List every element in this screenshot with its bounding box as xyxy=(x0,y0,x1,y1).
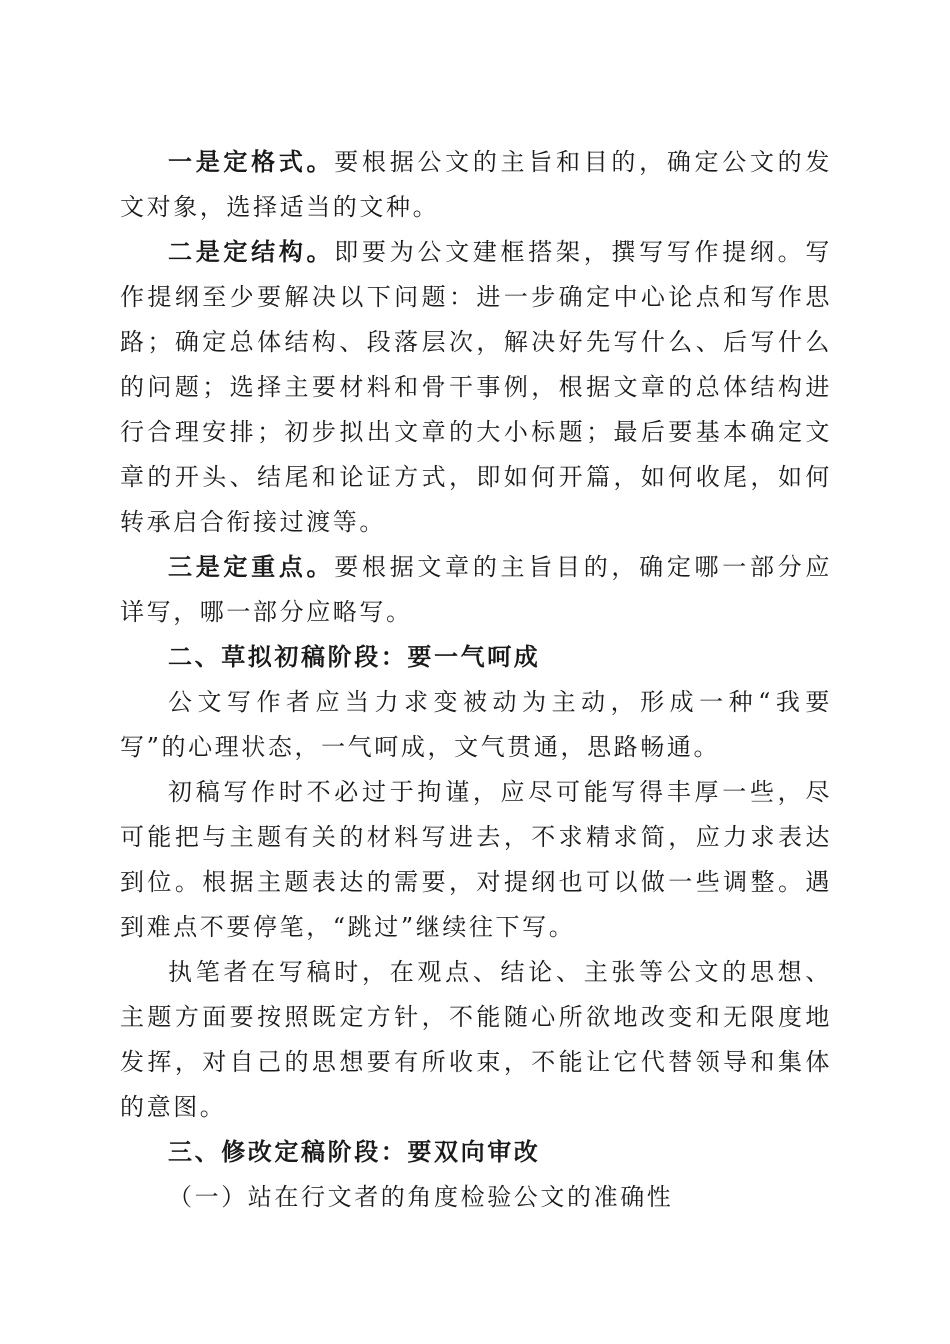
paragraph-lead: 三是定重点。 xyxy=(168,553,335,581)
subsection-heading: （一）站在行文者的角度检验公文的准确性 xyxy=(168,1183,674,1211)
paragraph-draft-attitude xyxy=(120,680,832,770)
paragraph-lead: 二是定结构。 xyxy=(168,238,335,266)
paragraph-draft-principle xyxy=(120,950,832,1130)
section-heading-draft: 二、草拟初稿阶段：要一气呵成 xyxy=(168,643,541,671)
paragraph-text: 要根据文章的主旨目的，确定哪一部分应详写，哪一部分应略写。 xyxy=(120,553,832,626)
paragraph-text: 即要为公文建框搭架，撰写写作提纲。写作提纲至少要解决以下问题：进一步确定中心论点和写作思路；确定总体结构、段落层次，解决好先写什么、后写什么的问题；选择主要材料和骨干事例，根据文章的总体结构进行合理安排；初步拟出文章的大小标题；最后要基本确定文章的开头、结尾和论证方式，即如何开篇，如何收尾，如何转承启合衔接过渡等。 xyxy=(120,238,832,536)
paragraph-draft-method xyxy=(120,770,832,950)
paragraph-text: 初稿写作时不必过于拘谨，应尽可能写得丰厚一些，尽可能把与主题有关的材料写进去，不求精求简，应力求表达到位。根据主题表达的需要，对提纲也可以做一些调整。遇到难点不要停笔，“跳过”继续往下写。 xyxy=(120,778,832,941)
paragraph-format xyxy=(120,140,832,230)
paragraph-lead: 一是定格式。 xyxy=(168,148,335,176)
document-body xyxy=(120,140,832,1220)
paragraph-text: 执笔者在写稿时，在观点、结论、主张等公文的思想、主题方面要按照既定方针，不能随心所欲地改变和无限度地发挥，对自己的思想要有所收束，不能让它代替领导和集体的意图。 xyxy=(120,958,832,1121)
paragraph-text: 要根据公文的主旨和目的，确定公文的发文对象，选择适当的文种。 xyxy=(120,148,832,221)
paragraph-focus xyxy=(120,545,832,635)
paragraph-text: 公文写作者应当力求变被动为主动，形成一种“我要写”的心理状态，一气呵成，文气贯通，思路畅通。 xyxy=(120,688,832,761)
section-heading-revise: 三、修改定稿阶段：要双向审改 xyxy=(168,1138,541,1166)
paragraph-structure xyxy=(120,230,832,545)
